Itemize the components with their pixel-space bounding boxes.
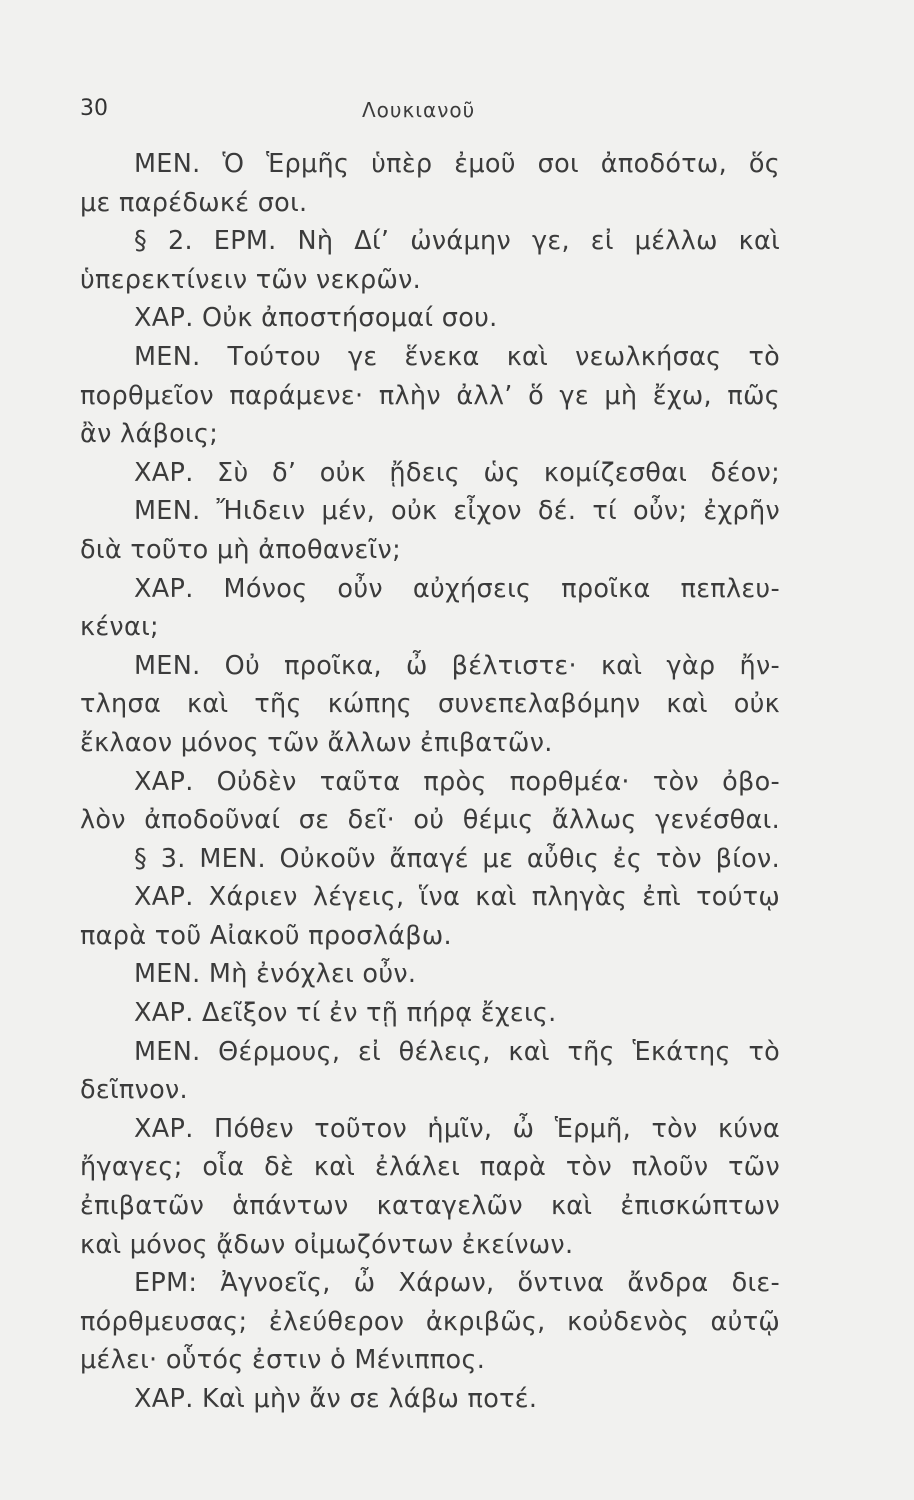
body-text (80, 145, 780, 1419)
text-line: ΧΑΡ. Χάριεν λέγεις, ἵνα καὶ πληγὰς ἐπὶ τούτῳ (134, 882, 780, 913)
text-line: ΕΡΜ: Ἀγνοεῖς, ὦ Χάρων, ὅντινα ἄνδρα διε- (134, 1268, 780, 1299)
text-line: ΧΑΡ. Οὐδὲν ταῦτα πρὸς πορθμέα· τὸν ὀβο- (134, 766, 780, 797)
text-line: διὰ τοῦτο μὴ ἀποθανεῖν; (80, 534, 401, 565)
text-line: ΜΕΝ. Τούτου γε ἕνεκα καὶ νεωλκήσας τὸ (134, 341, 780, 372)
text-line: § 3. ΜΕΝ. Οὐκοῦν ἄπαγέ με αὖθις ἐς τὸν βίον. (134, 843, 780, 874)
text-line: ὑπερεκτίνειν τῶν νεκρῶν. (80, 264, 422, 295)
text-line: ἐπιβατῶν ἁπάντων καταγελῶν καὶ ἐπισκώπτων (80, 1191, 780, 1222)
text-line: πορθμεῖον παράμενε· πλὴν ἀλλ’ ὅ γε μὴ ἔχω, πῶς (80, 380, 780, 411)
text-line: ἔκλαον μόνος τῶν ἄλλων ἐπιβατῶν. (80, 727, 553, 758)
text-line: τλησα καὶ τῆς κώπης συνεπελαβόμην καὶ οὐκ (80, 689, 780, 720)
text-line: ΜΕΝ. Θέρμους, εἰ θέλεις, καὶ τῆς Ἑκάτης τὸ (134, 1036, 780, 1067)
text-line: δεῖπνον. (80, 1075, 188, 1106)
text-line: ΜΕΝ. Οὐ προῖκα, ὦ βέλτιστε· καὶ γὰρ ἤν- (134, 650, 780, 681)
text-line: ἂν λάβοις; (80, 419, 219, 450)
text-line: ΧΑΡ. Μόνος οὖν αὐχήσεις προῖκα πεπλευ- (134, 573, 780, 604)
text-line: μέλει· οὗτός ἐστιν ὁ Μένιππος. (80, 1345, 486, 1376)
text-line: ΜΕΝ. Μὴ ἐνόχλει οὖν. (134, 959, 417, 990)
text-line: ΜΕΝ. Ἤιδειν μέν, οὐκ εἶχον δέ. τί οὖν; ἐχρῆν (134, 496, 780, 527)
text-line: ΧΑΡ. Πόθεν τοῦτον ἡμῖν, ὦ Ἑρμῆ, τὸν κύνα (134, 1113, 780, 1144)
page-number: 30 (80, 96, 108, 121)
text-line: § 2. ΕΡΜ. Νὴ Δί’ ὠνάμην γε, εἰ μέλλω καὶ (134, 226, 780, 257)
text-line: ΧΑΡ. Οὐκ ἀποστήσομαί σου. (134, 303, 498, 334)
text-line: ΧΑΡ. Καὶ μὴν ἄν σε λάβω ποτέ. (134, 1384, 538, 1414)
text-line: καὶ μόνος ᾄδων οἰμωζόντων ἐκείνων. (80, 1229, 574, 1260)
text-line: με παρέδωκέ σοι. (80, 187, 308, 218)
text-line: παρὰ τοῦ Αἰακοῦ προσλάβω. (80, 920, 452, 951)
text-line: πόρθμευσας; ἐλεύθερον ἀκριβῶς, κοὐδενὸς αὐτῷ (80, 1306, 780, 1337)
text-line: ΧΑΡ. Σὺ δ’ οὐκ ᾔδεις ὡς κομίζεσθαι δέον; (134, 457, 780, 488)
text-line: ΜΕΝ. Ὁ Ἑρμῆς ὑπὲρ ἐμοῦ σοι ἀποδότω, ὅς (134, 149, 780, 179)
text-line: λὸν ἀποδοῦναί σε δεῖ· οὐ θέμις ἄλλως γενέσθαι. (80, 805, 780, 836)
page-header (80, 96, 800, 136)
running-head: Λουκιανοῦ (362, 98, 476, 122)
text-line: κέναι; (80, 612, 159, 643)
text-line: ἤγαγες; οἷα δὲ καὶ ἐλάλει παρὰ τὸν πλοῦν τῶν (80, 1152, 780, 1183)
text-line: ΧΑΡ. Δεῖξον τί ἐν τῇ πήρᾳ ἔχεις. (134, 998, 557, 1029)
